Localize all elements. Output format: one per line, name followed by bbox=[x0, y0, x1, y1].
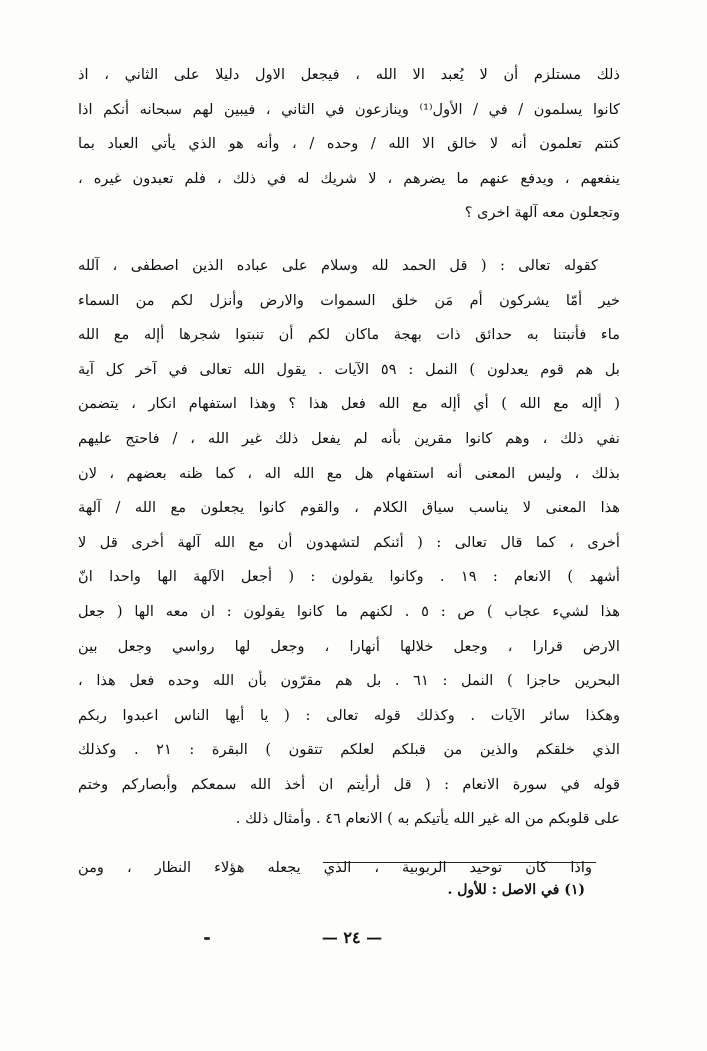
footnote-divider bbox=[323, 862, 596, 863]
text-line: بل هم قوم يعدلون ) النمل : ٥٩ الآيات . يقول الله تعالى في آخر كل آية bbox=[78, 360, 620, 378]
ink-speck bbox=[204, 937, 210, 940]
text-line: الارض قرارا ، وجعل خلالها أنهارا ، وجعل لها رواسي وجعل بين bbox=[78, 637, 620, 655]
text-line: الذي خلقكم والذين من قبلكم لعلكم تتقون ) البقرة : ٢١ . وكذلك bbox=[78, 741, 620, 759]
text-line: أشهد ) الانعام : ١٩ . وكانوا يقولون : ( أجعل الآلهة الها واحدا انّ bbox=[78, 568, 620, 586]
text-line: ماء فأنبتنا به حدائق ذات بهجة ماكان لكم أن تنبتوا شجرها أإله مع الله bbox=[78, 326, 620, 344]
page-number: — ٢٤ — bbox=[321, 928, 383, 947]
body-text bbox=[78, 58, 620, 886]
paragraph-3 bbox=[78, 851, 620, 886]
paragraph-2 bbox=[78, 249, 620, 837]
text-line: كانوا يسلمون / في / الأول⁽¹⁾ وينازعون في الثاني ، فيبين لهم سبحانه أنكم اذا bbox=[78, 100, 620, 118]
text-line: وهكذا سائر الآيات . وكذلك قوله تعالى : ( يا أيها الناس اعبدوا ربكم bbox=[78, 706, 620, 724]
text-line: بذلك ، وليس المعنى أنه استفهام هل مع الله اله ، كما ظنه بعضهم ، لان bbox=[78, 464, 620, 482]
text-line: ( أإله مع الله ) أي أإله مع الله فعل هذا ؟ وهذا استفهام انكار ، يتضمن bbox=[78, 395, 620, 413]
text-line: قوله في سورة الانعام : ( قل أرأيتم ان أخذ الله سمعكم وأبصاركم وختم bbox=[78, 775, 620, 793]
text-line: أخرى ، كما قال تعالى : ( أئنكم لتشهدون أن مع الله آلهة أخرى قل لا bbox=[78, 533, 620, 551]
text-line: ذلك مستلزم أن لا يُعبد الا الله ، فيجعل الاول دليلا على الثاني ، اذ bbox=[78, 66, 620, 83]
text-line: وتجعلون معه آلهة اخرى ؟ bbox=[464, 204, 620, 222]
text-line: على قلوبكم من اله غير الله يأتيكم به ) الانعام ٤٦ . وأمثال ذلك . bbox=[235, 810, 620, 828]
paragraph-1 bbox=[78, 58, 620, 231]
text-line: كنتم تعلمون أنه لا خالق الا الله / وحده / ، وأنه هو الذي يأتي العباد بما bbox=[78, 135, 620, 153]
text-line: كقوله تعالى : ( قل الحمد لله وسلام على عباده الذين اصطفى ، آلله bbox=[78, 256, 598, 274]
footnote: (١) في الاصل : للأول . bbox=[447, 882, 585, 898]
text-line: هذا المعنى لا يناسب سياق الكلام ، والقوم كانوا يجعلون مع الله / آلهة bbox=[78, 499, 620, 517]
text-line: ينفعهم ، ويدفع عنهم ما يضرهم ، لا شريك له في ذلك ، فلم تعبدون غيره ، bbox=[78, 169, 620, 187]
text-line: خير أمّا يشركون أم مَن خلق السموات والارض وأنزل لكم من السماء bbox=[78, 291, 620, 309]
text-line: هذا لشيء عجاب ) ص : ٥ . لكنهم ما كانوا يقولون : ان معه الها ( جعل bbox=[78, 602, 620, 620]
text-line: البحرين حاجزا ) النمل : ٦١ . بل هم مقرّون بأن الله وحده فعل هذا ، bbox=[78, 672, 620, 690]
text-line: نفي ذلك ، وهم كانوا مقرين بأنه لم يفعل ذلك غير الله ، / فاحتج عليهم bbox=[78, 429, 620, 447]
text-line: واذا كان توحيد الربوبية ، الذي يجعله هؤلاء النظار ، ومن bbox=[78, 859, 592, 877]
